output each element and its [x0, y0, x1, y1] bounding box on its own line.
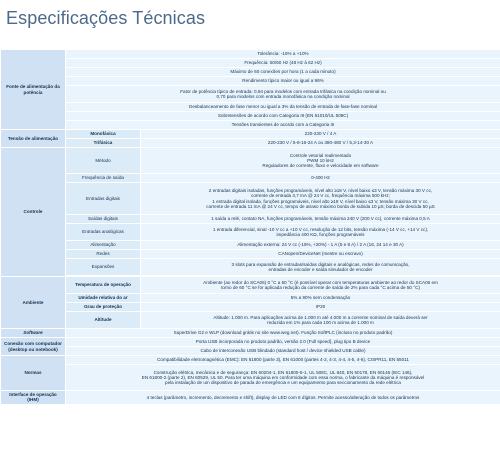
control-method-line: PWM 10 kHz — [307, 157, 334, 163]
environment-altitude-line: reduzida em 1% para cada 100 m acima de 1.000 m — [267, 320, 374, 325]
control-networks-label: Redes — [66, 250, 141, 259]
voltage-tri-label: Trifásica — [66, 139, 141, 148]
connection-category: Conexão com computador (desktop ou notebook) — [1, 338, 66, 356]
control-freq-label: Frequência de saída — [66, 174, 141, 183]
control-method-value — [141, 148, 500, 174]
environment-row — [1, 277, 500, 294]
power-factor — [66, 86, 500, 103]
software-row — [1, 329, 500, 338]
power-imbalance: Desbalanceamento de fase menor ou igual a 3% da tensão de entrada de fase-fase nominal — [66, 103, 500, 112]
hmi-category: Interface de operação (IHM) — [1, 391, 66, 405]
control-method-label: Método — [66, 148, 141, 174]
power-row — [1, 112, 500, 121]
power-efficiency: Rendimento típico maior ou igual a 96% — [66, 77, 500, 86]
control-digital-in-label: Entradas digitais — [66, 183, 141, 215]
power-row — [1, 59, 500, 68]
norms-construction-line: EN 61800-2 (parte 2), EN 60529, UL 50. Para ter uma máquina em conformidade com essa norma, o fabricante da máquina é responsável — [141, 374, 425, 380]
control-digital-out-value: 1 saída a relé, contato NA, funções programáveis, tensão máxima 240 V (200 V cc), corrente máxima 0,5 A — [141, 215, 500, 224]
control-row — [1, 259, 500, 276]
control-digital-out-label: Saídas digitais — [66, 215, 141, 224]
norms-construction-line: pela instalação de um dispositivo de parada de emergência e um equipamento para seccionamento da rede elétrica — [165, 380, 401, 386]
power-row — [1, 68, 500, 77]
power-connections: Máximo de 60 conexões por hora (1 a cada minuto) — [66, 68, 500, 77]
control-method-line: Reguladores de corrente, fluxo e velocidade em software — [262, 163, 379, 169]
control-networks-value: CANopen/DeviceNet (mestre ou escravo) — [141, 250, 500, 259]
control-digital-in-line: corrente de entrada 3,7 mA @ 24 V cc, frequência máxima 500 kHz; — [251, 193, 390, 199]
power-transient: Tensões transientes de acordo com a Categoria III — [66, 121, 500, 130]
voltage-tri-value: 220-230 V / 5-8-16-24 A ou 380-480 V / 5,3-14-30 A — [141, 139, 500, 148]
software-label: Software — [1, 329, 66, 338]
voltage-mono-label: Monofásica — [66, 130, 141, 139]
power-row — [1, 121, 500, 130]
control-supply-value: Alimentação externa: 24 V cc (-15%, +20%) - 1 A (5 e 8 A) / 2 A (16, 24 14 e 30 A) — [141, 241, 500, 250]
environment-protection-value: IP20 — [141, 303, 500, 312]
norms-row — [1, 365, 500, 391]
norms-emc: Compatibilidade eletromagnética (EMC): EN 61800 (parte 3), EN 61000 (partes 4-2, 4-3, 4-4, 4-5, 4-6), CISPR11, EN 55011 — [66, 356, 500, 365]
environment-altitude-value — [141, 312, 500, 329]
control-row — [1, 250, 500, 259]
environment-row — [1, 303, 500, 312]
page-title: Especificações Técnicas — [6, 8, 206, 28]
control-method-line: Controle vetorial realimentado — [289, 152, 352, 158]
control-row — [1, 215, 500, 224]
environment-temp-line: torno de 60 °C se for aplicada redução da corrente de saída de 2% para cada °C acima de 50 °C) — [221, 285, 420, 290]
control-analog-in-value — [141, 224, 500, 241]
environment-row — [1, 294, 500, 303]
power-row — [1, 86, 500, 103]
connection-row — [1, 338, 500, 347]
control-expansion-line: 3 slots para expansão de entradas/saídas digitais e analógicas, redes de comunicação, — [231, 261, 410, 267]
control-analog-in-line: impedância 400 KΩ, funções programáveis — [276, 232, 365, 237]
control-analog-in-label: Entradas analógicas — [66, 224, 141, 241]
norms-construction-line: Construção elétrica, mecânica e de segurança: EN 60204-1, EN 61800-5-1, UL 508C, UL 840, EN 50178, EN 60146 (IEC 146), — [153, 369, 413, 375]
power-row — [1, 50, 500, 59]
hmi-row — [1, 391, 500, 405]
power-factor-line: 0,70 para modelos com entrada monofásica na condição nominal — [216, 94, 350, 99]
control-digital-in-line: 2 entradas digitais isoladas, funções programáveis, nível alto ≥18 V, nível baixo ≤3 V, tensão máxima 30 V cc, — [208, 187, 433, 193]
environment-temp-label: Temperatura de operação — [66, 277, 141, 294]
norms-construction — [66, 365, 500, 391]
connection-usb-port: Porta USB incorporada no produto padrão, versão 2.0 (Full speed), plug tipo B device — [66, 338, 500, 347]
hmi-value: 4 teclas (parâmetro, incremento, decremento e shift), display de LED com 6 dígitos. Permite acesso/alteração de todos os parâmetros — [66, 391, 500, 405]
control-row — [1, 148, 500, 174]
control-expansion-value — [141, 259, 500, 276]
control-analog-in-line: 1 entrada diferencial, sinal -10 V cc a +10 V cc, resolução de 12 bits, tensão máxima (-14 V cc, +14 V cc), — [212, 226, 429, 232]
control-expansion-label: Expansões — [66, 259, 141, 276]
control-digital-in-line: corrente de entrada 11 mA @ 24 V cc, tempo de atraso máximo borda de subida 10 µS; borda de descida 50 µS — [206, 203, 435, 209]
voltage-row — [1, 130, 500, 139]
control-digital-in-line: 1 entrada digital isolada, funções programáveis, nível alto ≥18 V, nível baixo ≤3 V, tensão máxima 30 V cc, — [212, 198, 429, 204]
environment-category: Ambiente — [1, 277, 66, 329]
environment-temp-value — [141, 277, 500, 294]
power-row — [1, 77, 500, 86]
environment-temp-line: Ambiente (ao redor do SCA06) 0 °C a 50 °C (é possível operar com temperaturas ambiente ao redor do SCA06 em — [203, 279, 438, 285]
norms-row — [1, 356, 500, 365]
control-row — [1, 224, 500, 241]
control-freq-value: 0-400 Hz — [141, 174, 500, 183]
connection-row — [1, 347, 500, 356]
control-digital-in-value — [141, 183, 500, 215]
control-row — [1, 174, 500, 183]
voltage-row — [1, 139, 500, 148]
spec-table — [0, 49, 500, 405]
control-row — [1, 241, 500, 250]
power-frequency: Frequência: 50/60 Hz (48 Hz à 62 Hz) — [66, 59, 500, 68]
norms-category: Normas — [1, 356, 66, 391]
power-category: Fonte de alimentação da potência — [1, 50, 66, 130]
control-category: Controle — [1, 148, 66, 277]
environment-altitude-line: Altitude: 1.000 m. Para aplicações acima de 1.000 m até 4.000 m a corrente nominal de saída deverá ser — [213, 314, 428, 320]
environment-protection-label: Grau de proteção — [66, 303, 141, 312]
environment-humidity-value: 5% a 90% sem condensação — [141, 294, 500, 303]
software-value: SuperDrive G2 e WLP (download grátis no site www.weg.net). Função SoftPLC (incluso no produto padrão) — [66, 329, 500, 338]
voltage-mono-value: 220-230 V / 4 A — [141, 130, 500, 139]
connection-usb-cable: Cabo de interconexão USB blindado (standard host / device shielded USB cable) — [66, 347, 500, 356]
power-tolerance: Tolerância: -15% a +10% — [66, 50, 500, 59]
power-factor-line: Fator de potência típico de entrada: 0,94 para modelos com entrada trifásica na condição nominal ou — [180, 88, 386, 94]
environment-altitude-label: Altitude — [66, 312, 141, 329]
voltage-category: Tensão de alimentação — [1, 130, 66, 148]
control-expansion-line: entradas de encoder e saída simulador de encoder — [268, 267, 373, 272]
environment-row — [1, 312, 500, 329]
power-overvoltage: Sobretensões de acordo com Categoria III (EN 61010/UL 508C) — [66, 112, 500, 121]
environment-humidity-label: Umidade relativa do ar — [66, 294, 141, 303]
power-row — [1, 103, 500, 112]
control-row — [1, 183, 500, 215]
control-supply-label: Alimentação — [66, 241, 141, 250]
